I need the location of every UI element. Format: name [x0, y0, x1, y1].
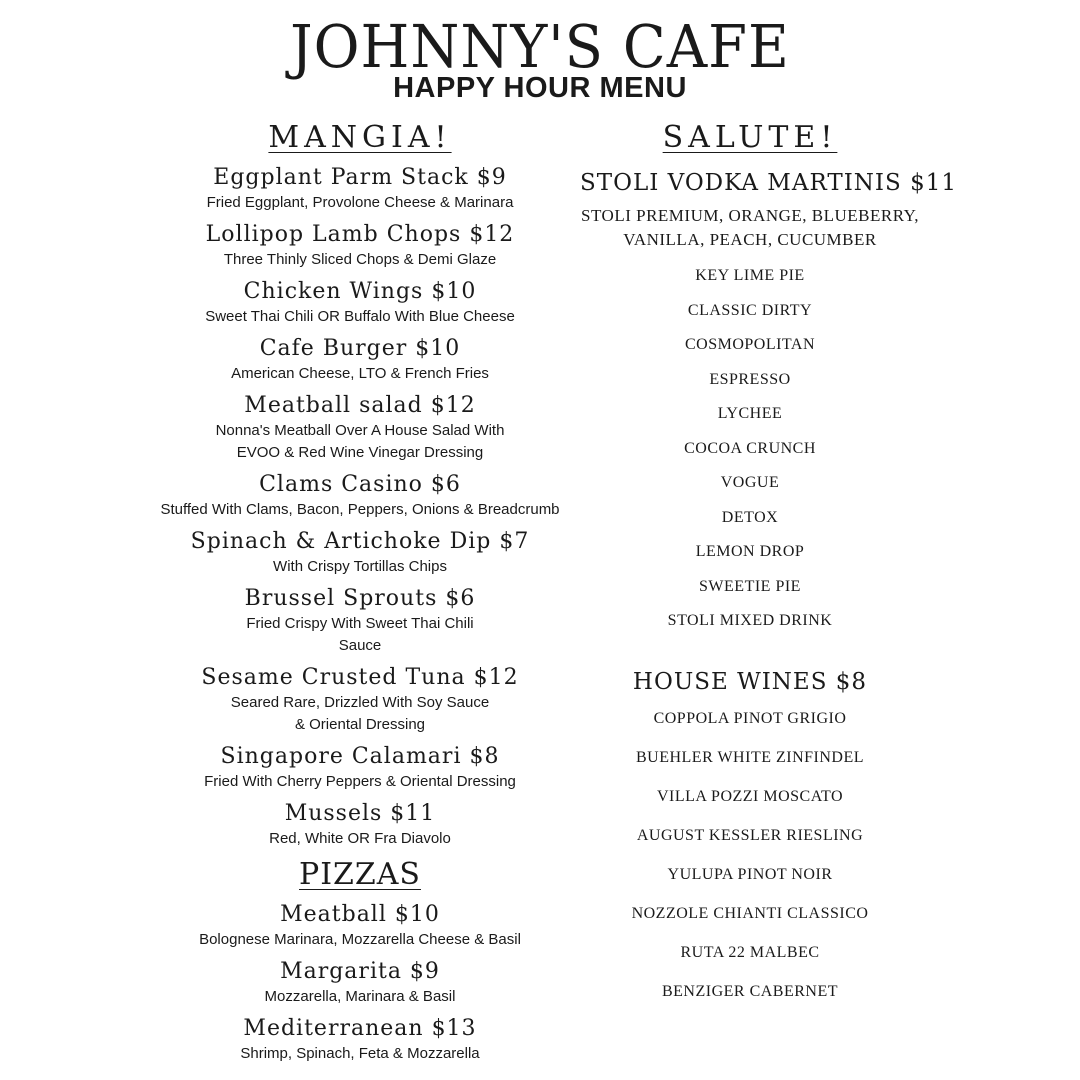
martini-item: COCOA CRUNCH: [684, 439, 816, 457]
martini-item: COSMOPOLITAN: [684, 336, 816, 353]
wine-item: BUEHLER WHITE ZINFINDEL: [635, 749, 865, 766]
food-item-description: Three Thinly Sliced Chops & Demi Glaze: [223, 251, 497, 268]
martini-item: LEMON DROP: [695, 543, 805, 560]
wine-item: AUGUST KESSLER RIESLING: [636, 827, 864, 844]
wine-list: [580, 707, 920, 1004]
martini-item: DETOX: [721, 508, 779, 526]
food-item-description: Fried Crispy With Sweet Thai Chili Sauce: [246, 615, 474, 654]
martini-item: CLASSIC DIRTY: [687, 301, 813, 319]
pizza-item: [140, 901, 580, 951]
pizza-item: [140, 1015, 580, 1065]
pizza-item-name: Margarita $9: [280, 959, 440, 984]
food-column: [140, 118, 580, 1072]
food-item-name: Spinach & Artichoke Dip $7: [190, 529, 530, 554]
food-item: [140, 664, 580, 736]
wine-item: VILLA POZZI MOSCATO: [656, 788, 844, 805]
food-item: [140, 743, 580, 793]
food-item: [140, 164, 580, 214]
pizza-item: [140, 958, 580, 1008]
food-item: [140, 471, 580, 521]
food-item-name: Singapore Calamari $8: [220, 744, 500, 769]
food-item-description: Fried With Cherry Peppers & Oriental Dressing: [204, 773, 516, 790]
food-item-name: Mussels $11: [284, 801, 436, 826]
martini-item: STOLI MIXED DRINK: [667, 612, 833, 629]
food-item: [140, 585, 580, 657]
food-item-name: Sesame Crusted Tuna $12: [201, 665, 519, 690]
wines-title: HOUSE WINES $8: [632, 669, 868, 695]
drinks-column: [580, 118, 957, 1019]
wine-item: BENZIGER CABERNET: [661, 983, 839, 1000]
food-item: [140, 335, 580, 385]
food-item: [140, 278, 580, 328]
food-item: [140, 528, 580, 578]
food-item-description: With Crispy Tortillas Chips: [273, 558, 447, 575]
wine-item: COPPOLA PINOT GRIGIO: [653, 710, 847, 727]
pizza-section-heading: PIZZAS: [299, 857, 421, 892]
wine-item: YULUPA PINOT NOIR: [667, 866, 833, 883]
pizza-item-description: Shrimp, Spinach, Feta & Mozzarella: [240, 1045, 480, 1062]
food-item-description: Fried Eggplant, Provolone Cheese & Marinara: [206, 194, 514, 211]
food-item-name: Meatball salad $12: [244, 393, 476, 418]
martini-item: ESPRESSO: [709, 370, 791, 388]
food-item-name: Clams Casino $6: [259, 472, 461, 497]
cafe-title: JOHNNY'S CAFE: [290, 13, 790, 82]
food-item-description: American Cheese, LTO & French Fries: [231, 365, 489, 382]
pizza-item-description: Bolognese Marinara, Mozzarella Cheese & Basil: [199, 931, 521, 948]
food-item-description: Sweet Thai Chili OR Buffalo With Blue Cheese: [205, 308, 515, 325]
menu-subtitle: HAPPY HOUR MENU: [393, 72, 687, 104]
martini-item: VOGUE: [720, 474, 780, 491]
food-item-name: Eggplant Parm Stack $9: [213, 165, 507, 190]
food-item-description: Seared Rare, Drizzled With Soy Sauce & Oriental Dressing: [230, 694, 490, 733]
martini-item: SWEETIE PIE: [699, 577, 801, 595]
food-item-name: Brussel Sprouts $6: [244, 586, 476, 611]
wine-item: RUTA 22 MALBEC: [680, 944, 820, 961]
martinis-description: STOLI PREMIUM, ORANGE, BLUEBERRY, VANILLA, PEACH, CUCUMBER: [581, 206, 919, 249]
food-item-name: Lollipop Lamb Chops $12: [205, 222, 515, 247]
martini-item: LYCHEE: [717, 405, 783, 422]
food-item-description: Red, White OR Fra Diavolo: [269, 830, 451, 847]
food-item-name: Chicken Wings $10: [243, 279, 477, 304]
food-item-description: Stuffed With Clams, Bacon, Peppers, Onions & Breadcrumb: [160, 501, 560, 518]
food-item-description: Nonna's Meatball Over A House Salad With EVOO & Red Wine Vinegar Dressing: [215, 422, 505, 461]
food-item-name: Cafe Burger $10: [259, 336, 461, 361]
wine-item: NOZZOLE CHIANTI CLASSICO: [631, 905, 869, 922]
martini-item: KEY LIME PIE: [695, 267, 805, 284]
drinks-section-heading: SALUTE!: [662, 120, 838, 155]
pizza-item-name: Meatball $10: [280, 902, 440, 927]
food-item: [140, 392, 580, 464]
pizza-item-description: Mozzarella, Marinara & Basil: [264, 988, 456, 1005]
food-item: [140, 800, 580, 850]
food-section-heading: MANGIA!: [268, 120, 452, 155]
martinis-title: STOLI VODKA MARTINIS $11: [580, 170, 957, 196]
martini-list: [580, 264, 920, 633]
pizza-item-name: Mediterranean $13: [243, 1016, 477, 1041]
food-item: [140, 221, 580, 271]
